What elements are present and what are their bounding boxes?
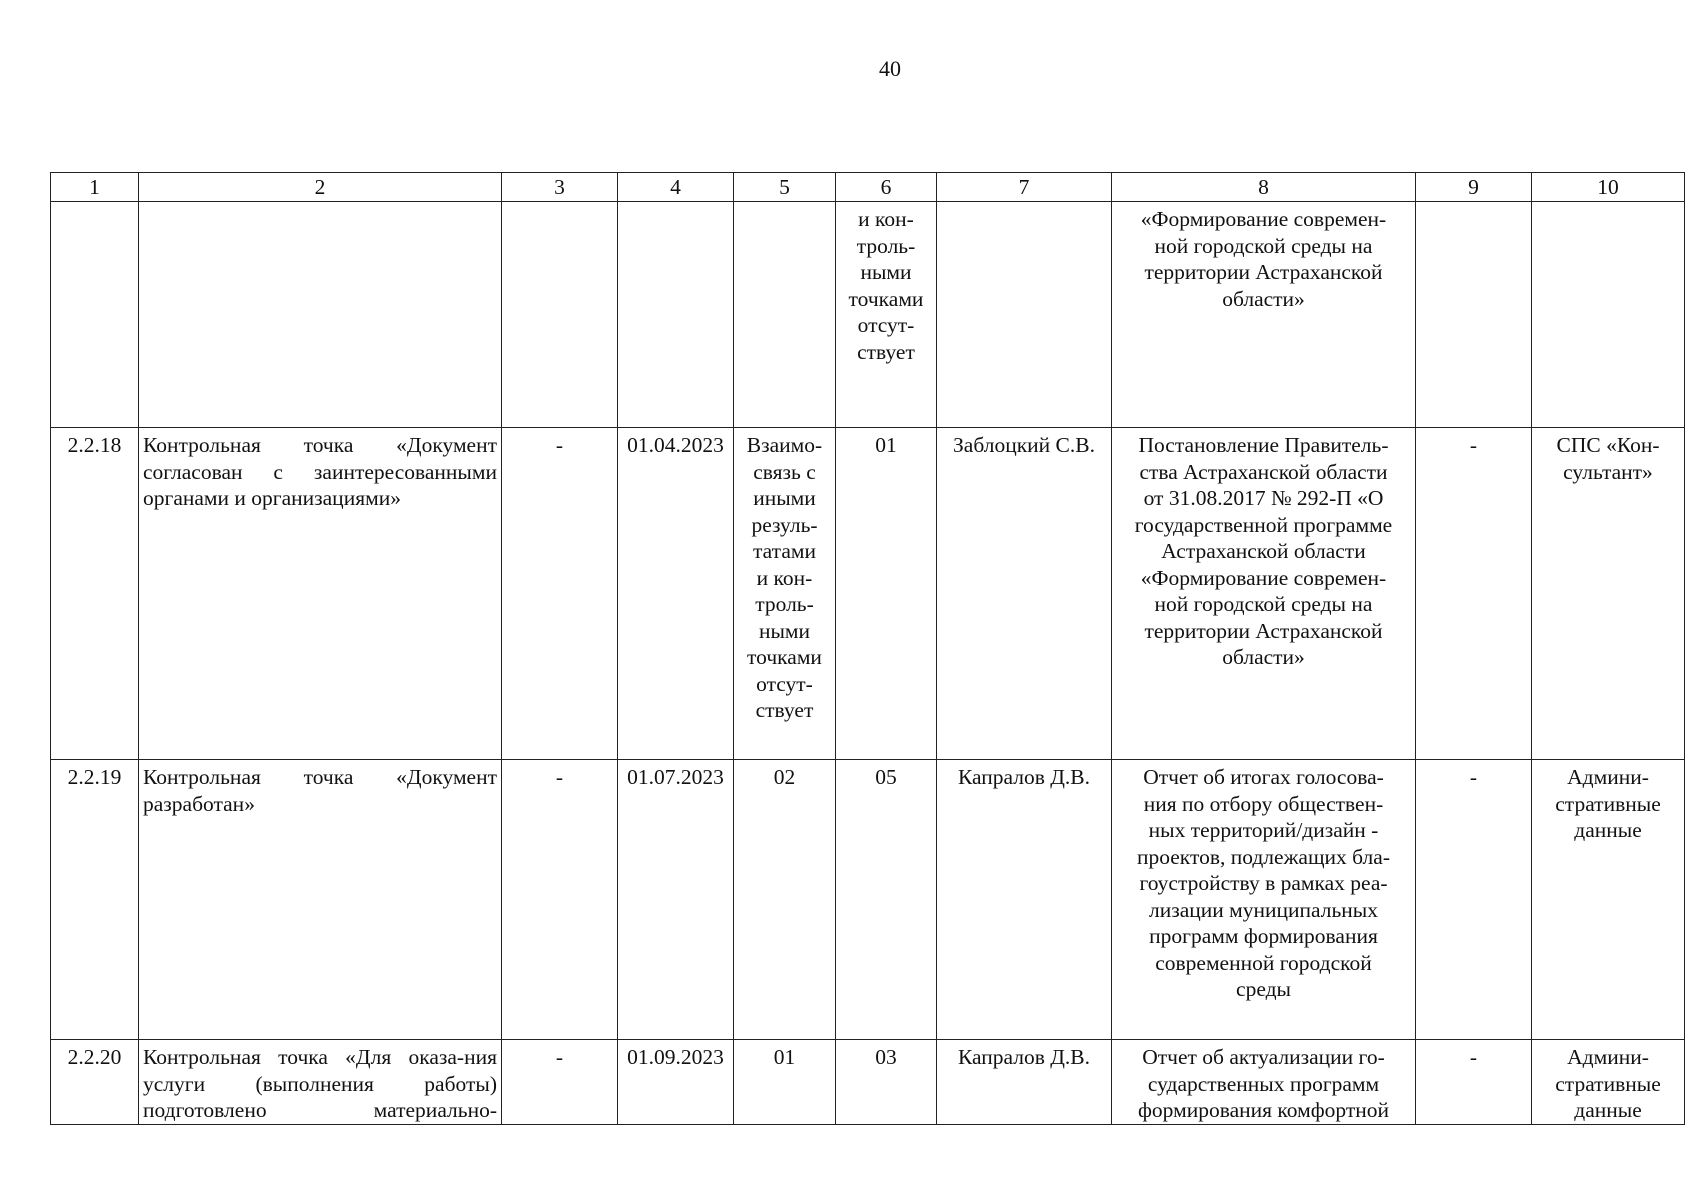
cell-col6: 03 <box>836 1040 937 1125</box>
cell-col3: - <box>502 760 618 1040</box>
cell-col6: 05 <box>836 760 937 1040</box>
cell-col5: 01 <box>734 1040 836 1125</box>
header-cell-8: 8 <box>1112 173 1416 202</box>
header-cell-3: 3 <box>502 173 618 202</box>
cell-col3: - <box>502 1040 618 1125</box>
cell-date: 01.04.2023 <box>618 428 734 760</box>
cell-source <box>1532 202 1685 428</box>
header-cell-7: 7 <box>937 173 1112 202</box>
cell-description <box>139 202 502 428</box>
cell-document: Постановление Правитель- ства Астраханской области от 31.08.2017 № 292-П «О государственной программе Астраханской области «Формирование современ- ной городской среды на территории Астраханской области» <box>1112 428 1416 760</box>
cell-document: «Формирование современ- ной городской среды на территории Астраханской области» <box>1112 202 1416 428</box>
header-cell-9: 9 <box>1416 173 1532 202</box>
table-row <box>51 428 1685 760</box>
header-cell-4: 4 <box>618 173 734 202</box>
table-row <box>51 1040 1685 1125</box>
cell-number: 2.2.20 <box>51 1040 139 1125</box>
cell-col6: 01 <box>836 428 937 760</box>
cell-col6: и кон- троль- ными точками отсут- ствует <box>836 202 937 428</box>
cell-source: Админи- стративные данные <box>1532 1040 1685 1125</box>
cell-col9 <box>1416 202 1532 428</box>
cell-source: СПС «Кон- сультант» <box>1532 428 1685 760</box>
cell-date: 01.07.2023 <box>618 760 734 1040</box>
cell-col5: 02 <box>734 760 836 1040</box>
cell-col9: - <box>1416 428 1532 760</box>
cell-col9: - <box>1416 760 1532 1040</box>
header-cell-6: 6 <box>836 173 937 202</box>
cell-col3 <box>502 202 618 428</box>
cell-date <box>618 202 734 428</box>
cell-col9: - <box>1416 1040 1532 1125</box>
cell-col5: Взаимо- связь с иными резуль- татами и кон- троль- ными точками отсут- ствует <box>734 428 836 760</box>
cell-number <box>51 202 139 428</box>
cell-responsible <box>937 202 1112 428</box>
document-table <box>50 172 1685 1125</box>
page-number: 40 <box>879 56 901 81</box>
cell-date: 01.09.2023 <box>618 1040 734 1125</box>
header-cell-10: 10 <box>1532 173 1685 202</box>
cell-description: Контрольная точка «Документ согласован с заинтересованными органами и организациями» <box>139 428 502 760</box>
cell-document: Отчет об итогах голосова- ния по отбору обществен- ных территорий/дизайн - проектов, подлежащих бла- гоустройству в рамках реа- лизации муниципальных программ формирования современной городской среды <box>1112 760 1416 1040</box>
header-cell-5: 5 <box>734 173 836 202</box>
cell-col3: - <box>502 428 618 760</box>
cell-number: 2.2.18 <box>51 428 139 760</box>
table-row <box>51 202 1685 428</box>
table-row <box>51 760 1685 1040</box>
header-row <box>51 173 1685 202</box>
header-cell-1: 1 <box>51 173 139 202</box>
cell-description: Контрольная точка «Документ разработан» <box>139 760 502 1040</box>
cell-description: Контрольная точка «Для оказа-ния услуги (выполнения работы) подготовлено материально- <box>139 1040 502 1125</box>
cell-source: Админи- стративные данные <box>1532 760 1685 1040</box>
header-cell-2: 2 <box>139 173 502 202</box>
cell-responsible: Заблоцкий С.В. <box>937 428 1112 760</box>
cell-col5 <box>734 202 836 428</box>
cell-responsible: Капралов Д.В. <box>937 1040 1112 1125</box>
cell-document: Отчет об актуализации го- сударственных программ формирования комфортной <box>1112 1040 1416 1125</box>
cell-responsible: Капралов Д.В. <box>937 760 1112 1040</box>
cell-number: 2.2.19 <box>51 760 139 1040</box>
